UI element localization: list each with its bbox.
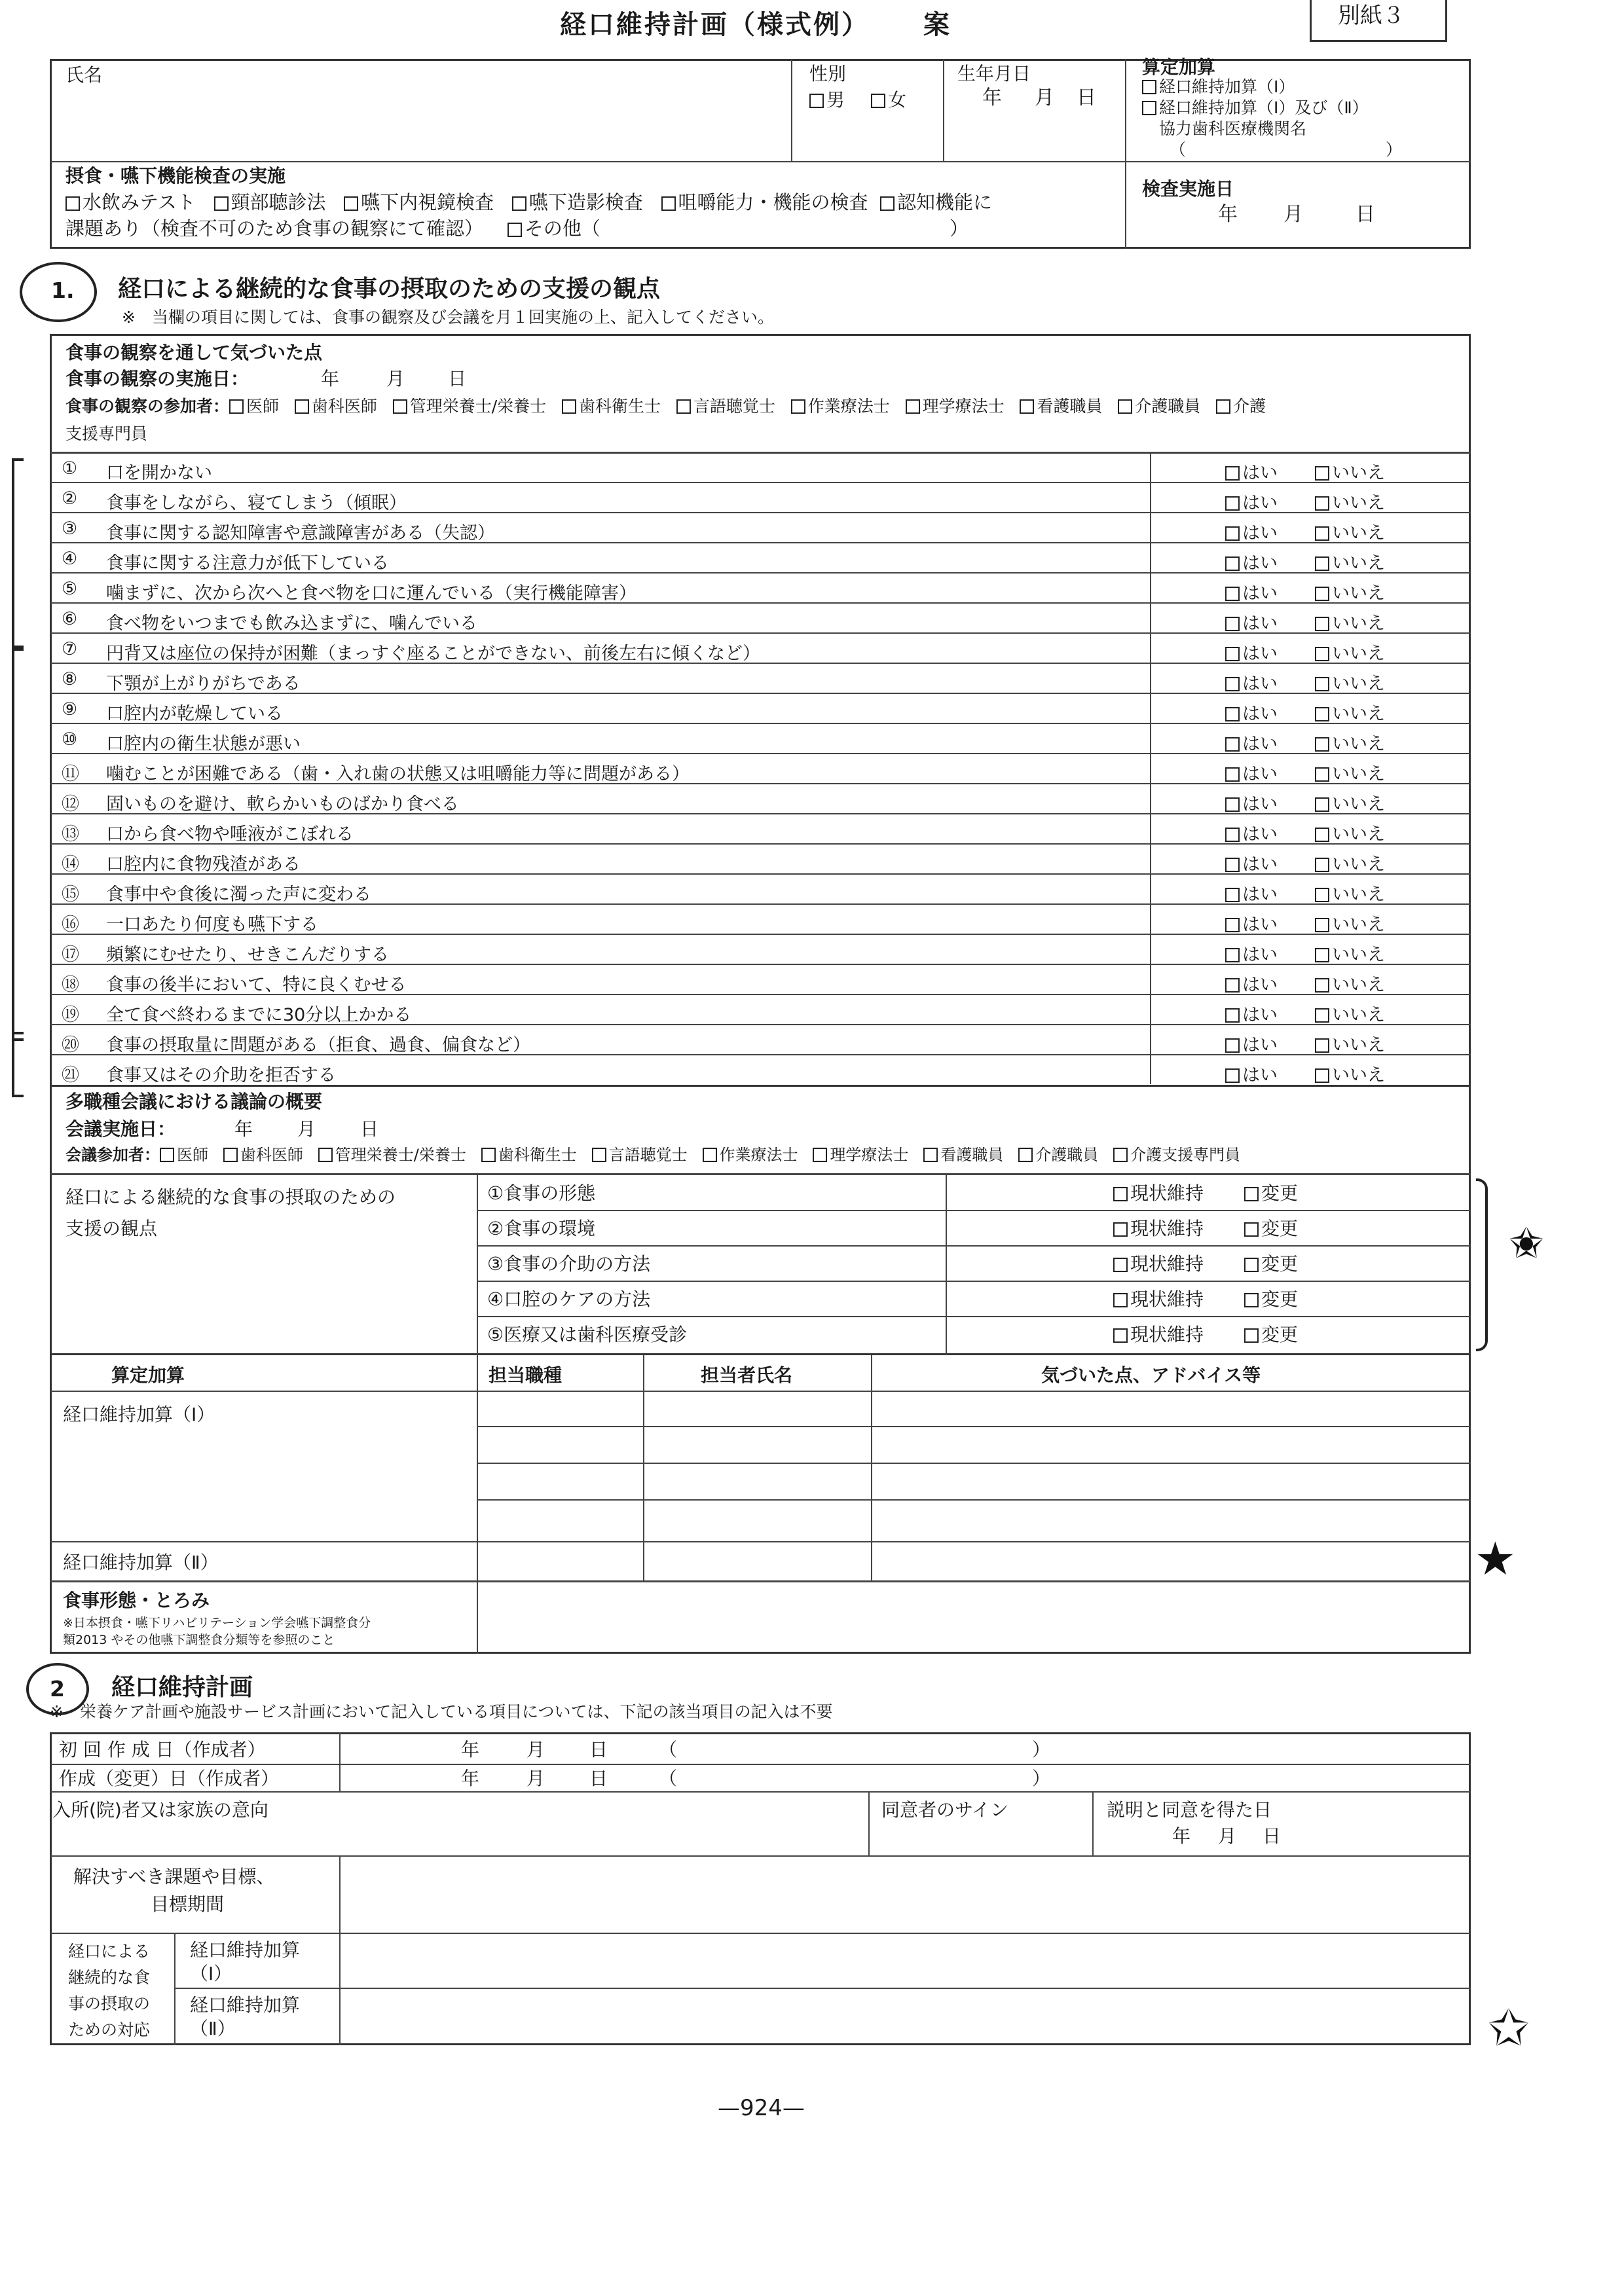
- section-1-number: 1.: [51, 278, 75, 303]
- updated-month: 月: [526, 1768, 545, 1789]
- yes-option[interactable]: はい: [1225, 910, 1278, 936]
- page-number: —924—: [718, 2095, 805, 2121]
- response-label: ための対応: [68, 2020, 151, 2039]
- updated-year: 年: [461, 1768, 480, 1789]
- checkbox[interactable]: [1315, 1068, 1329, 1083]
- handwritten-bracket: [12, 648, 24, 1041]
- checkbox[interactable]: [1018, 1148, 1033, 1162]
- exam-option[interactable]: 頸部聴診法: [214, 191, 326, 213]
- checkbox[interactable]: [809, 94, 824, 108]
- yes-option[interactable]: はい: [1225, 609, 1278, 634]
- yes-option[interactable]: はい: [1225, 699, 1278, 725]
- participant-option[interactable]: 管理栄養士/栄養士: [393, 397, 546, 416]
- no-option[interactable]: いいえ: [1315, 1061, 1385, 1086]
- meeting-participant-option[interactable]: 歯科医師: [223, 1146, 303, 1164]
- maintain-option[interactable]: 現状維持: [1113, 1182, 1204, 1205]
- checkbox[interactable]: [223, 1148, 238, 1162]
- checkbox[interactable]: [1225, 466, 1240, 481]
- meal-form-note-line2: 類2013 やその他嚥下調整食分類等を参照のこと: [63, 1633, 335, 1647]
- plan-2-label-line2: （Ⅱ）: [190, 2018, 236, 2039]
- updated-paren-open: （: [659, 1768, 678, 1789]
- plan-1-label: 経口維持加算: [190, 1939, 301, 1961]
- response-label: 事の摂取の: [68, 1994, 151, 2013]
- checkbox[interactable]: [1113, 1148, 1128, 1162]
- checkbox[interactable]: [1020, 399, 1034, 414]
- maintain-option[interactable]: 現状維持: [1113, 1253, 1204, 1275]
- meeting-participant-option[interactable]: 理学療法士: [813, 1146, 908, 1164]
- no-option[interactable]: いいえ: [1315, 850, 1385, 875]
- support-item: ⑤医療又は歯科医療受診: [487, 1324, 688, 1345]
- change-option[interactable]: 変更: [1244, 1182, 1298, 1205]
- dob-label: 生年月日: [957, 63, 1031, 84]
- checkbox[interactable]: [1113, 1293, 1128, 1307]
- checkbox[interactable]: [1315, 587, 1329, 601]
- attachment-label: 別紙３: [1338, 3, 1405, 29]
- no-option[interactable]: いいえ: [1315, 790, 1385, 815]
- section-2-title: 経口維持計画: [111, 1674, 253, 1701]
- exam-other-close: ）: [950, 217, 969, 240]
- checkbox[interactable]: [1142, 101, 1156, 115]
- observation-participants: 食事の観察の参加者： 医師 歯科医師 管理栄養士/栄養士 歯科衛生士 言語聴覚士 作業療法士 理学療法士 看護職員 介護職員 介護: [65, 397, 1266, 416]
- meeting-date-label: 会議実施日：: [65, 1118, 176, 1140]
- first-created-month: 月: [526, 1739, 545, 1760]
- issues-label-line2: 目標期間: [151, 1893, 225, 1915]
- yes-option[interactable]: はい: [1225, 940, 1278, 966]
- consent-date-year: 年: [1172, 1825, 1191, 1847]
- checkbox[interactable]: [1225, 858, 1240, 872]
- checkbox[interactable]: [1315, 828, 1329, 842]
- checkbox[interactable]: [1118, 399, 1132, 414]
- section-2-note: ※ 栄養ケア計画や施設サービス計画において記入している項目については、下記の該当項目の記入は不要: [50, 1702, 833, 1721]
- meeting-participant-option[interactable]: 医師: [160, 1146, 208, 1164]
- first-created-label: 初 回 作 成 日（作成者）: [59, 1739, 266, 1760]
- checkbox[interactable]: [214, 196, 229, 211]
- staff-addition-1: 経口維持加算（Ⅰ）: [63, 1404, 215, 1425]
- checkbox[interactable]: [703, 1148, 717, 1162]
- no-option[interactable]: いいえ: [1315, 519, 1385, 544]
- checklist-item: ⑨ 口腔内が乾燥している はい いいえ: [50, 694, 1471, 724]
- checklist-item: ⑳ 食事の摂取量に問題がある（拒食、過食、偏食など） はい いいえ: [50, 1025, 1471, 1055]
- observation-date-label: 食事の観察の実施日：: [65, 368, 249, 390]
- checkbox[interactable]: [1225, 1038, 1240, 1053]
- checkbox[interactable]: [1225, 496, 1240, 511]
- checklist-item: ⑩ 口腔内の衛生状態が悪い はい いいえ: [50, 724, 1471, 754]
- plan-2-label: 経口維持加算: [190, 1994, 301, 2016]
- yes-option[interactable]: はい: [1225, 1000, 1278, 1026]
- exam-other-option[interactable]: その他（: [507, 217, 600, 240]
- support-label: 経口による継続的な食事の摂取のための: [65, 1186, 396, 1208]
- handwritten-brace: [1476, 1178, 1488, 1351]
- plan-1-label-line2: （Ⅰ）: [190, 1963, 232, 1984]
- draft-mark: 案: [923, 10, 950, 40]
- participant-option[interactable]: 歯科衛生士: [562, 397, 661, 416]
- no-option[interactable]: いいえ: [1315, 729, 1385, 755]
- meeting-date-year: 年: [234, 1118, 253, 1140]
- checkbox[interactable]: [1225, 587, 1240, 601]
- meal-form-label: 食事形態・とろみ: [63, 1590, 210, 1611]
- checklist-item: ⑧ 下顎が上がりがちである はい いいえ: [50, 664, 1471, 694]
- checklist-item: ⑭ 口腔内に食物残渣がある はい いいえ: [50, 845, 1471, 875]
- checkbox[interactable]: [1113, 1258, 1128, 1272]
- maintain-option[interactable]: 現状維持: [1113, 1218, 1204, 1240]
- checkbox[interactable]: [1315, 737, 1329, 752]
- addition-label: 算定加算: [1142, 56, 1216, 78]
- checkbox[interactable]: [1225, 828, 1240, 842]
- exam-options-line1: [65, 191, 992, 214]
- no-option[interactable]: いいえ: [1315, 1000, 1385, 1026]
- checkbox[interactable]: [923, 1148, 938, 1162]
- checkbox[interactable]: [1315, 767, 1329, 782]
- change-option[interactable]: 変更: [1244, 1218, 1298, 1240]
- coop-dental-label: 協力歯科医療機関名: [1159, 119, 1307, 138]
- checkbox[interactable]: [318, 1148, 333, 1162]
- checkbox[interactable]: [813, 1148, 827, 1162]
- sex-female-option[interactable]: 女: [871, 89, 906, 111]
- staff-header-role: 担当職種: [489, 1364, 563, 1386]
- checklist-item: ② 食事をしながら、寝てしまう（傾眠） はい いいえ: [50, 483, 1471, 513]
- yes-option[interactable]: はい: [1225, 729, 1278, 755]
- change-option[interactable]: 変更: [1244, 1324, 1298, 1346]
- no-option[interactable]: いいえ: [1315, 549, 1385, 574]
- participant-option[interactable]: 介護職員: [1118, 397, 1200, 416]
- checklist-item: ⑮ 食事中や食後に濁った声に変わる はい いいえ: [50, 875, 1471, 905]
- no-option[interactable]: いいえ: [1315, 940, 1385, 966]
- participant-option[interactable]: 介護: [1216, 397, 1266, 416]
- page-title: 経口維持計画（様式例）: [560, 10, 870, 40]
- meal-form-field[interactable]: [479, 1583, 1468, 1651]
- change-option[interactable]: 変更: [1244, 1253, 1298, 1275]
- no-option[interactable]: いいえ: [1315, 669, 1385, 695]
- meeting-participant-option[interactable]: 言語聴覚士: [592, 1146, 688, 1164]
- checkbox[interactable]: [1244, 1258, 1259, 1272]
- checkbox[interactable]: [295, 399, 309, 414]
- participant-option[interactable]: 歯科医師: [295, 397, 377, 416]
- exam-option[interactable]: 嚥下内視鏡検査: [344, 191, 494, 213]
- coop-paren-open: （: [1170, 140, 1187, 159]
- staff-addition-2: 経口維持加算（Ⅱ）: [63, 1552, 219, 1573]
- checkbox[interactable]: [1244, 1222, 1259, 1237]
- section-2-number: 2: [50, 1676, 65, 1702]
- checkbox[interactable]: [1225, 888, 1240, 902]
- checkbox[interactable]: [1216, 399, 1230, 414]
- intention-label: 入所(院)者又は家族の意向: [52, 1799, 268, 1821]
- checkbox[interactable]: [1225, 556, 1240, 571]
- support-item: ④口腔のケアの方法: [487, 1288, 651, 1310]
- support-item: ③食事の介助の方法: [487, 1253, 651, 1275]
- yes-option[interactable]: はい: [1225, 1030, 1278, 1056]
- no-option[interactable]: いいえ: [1315, 820, 1385, 845]
- checkbox[interactable]: [1315, 797, 1329, 812]
- checkbox[interactable]: [1244, 1187, 1259, 1201]
- dob-year: 年: [982, 86, 1002, 109]
- staff-header-addition: 算定加算: [111, 1364, 185, 1386]
- checkbox[interactable]: [1113, 1222, 1128, 1237]
- checkbox[interactable]: [1225, 918, 1240, 932]
- yes-option[interactable]: はい: [1225, 549, 1278, 574]
- checklist-item: ⑪ 噛むことが困難である（歯・入れ歯の状態又は咀嚼能力等に問題がある） はい いいえ: [50, 754, 1471, 784]
- yes-option[interactable]: はい: [1225, 1061, 1278, 1086]
- exam-option[interactable]: 認知機能に: [880, 191, 992, 213]
- checkbox[interactable]: [1225, 948, 1240, 962]
- checkbox[interactable]: [160, 1148, 174, 1162]
- checkbox[interactable]: [906, 399, 920, 414]
- no-option[interactable]: いいえ: [1315, 759, 1385, 785]
- checkbox[interactable]: [661, 196, 676, 211]
- checkbox[interactable]: [507, 223, 522, 237]
- checkbox[interactable]: [229, 399, 244, 414]
- checklist-item: ④ 食事に関する注意力が低下している はい いいえ: [50, 543, 1471, 574]
- exam-option[interactable]: 嚥下造影検査: [512, 191, 643, 213]
- participant-option[interactable]: 作業療法士: [791, 397, 890, 416]
- meeting-participants: 会議参加者： 医師 歯科医師 管理栄養士/栄養士 歯科衛生士 言語聴覚士 作業療法士 理学療法士 看護職員 介護職員 介護支援専門員: [65, 1146, 1241, 1164]
- consent-date-month: 月: [1218, 1825, 1237, 1847]
- first-created-year: 年: [461, 1739, 480, 1760]
- support-label-line2: 支援の観点: [65, 1218, 158, 1239]
- meeting-participant-option[interactable]: 作業療法士: [703, 1146, 798, 1164]
- name-field[interactable]: [131, 63, 779, 155]
- meeting-participant-option[interactable]: 看護職員: [923, 1146, 1003, 1164]
- exam-date-label: 検査実施日: [1142, 178, 1234, 200]
- no-option[interactable]: いいえ: [1315, 458, 1385, 484]
- exam-date-year: 年: [1218, 203, 1238, 226]
- updated-paren-close: ）: [1032, 1768, 1051, 1789]
- handwritten-star-icon: ✩: [1488, 1999, 1530, 2057]
- handwritten-star-icon: ✬: [1509, 1220, 1544, 1268]
- checklist-item: ⑥ 食べ物をいつまでも飲み込まずに、噛んでいる はい いいえ: [50, 604, 1471, 634]
- checklist-item: ⑦ 円背又は座位の保持が困難（まっすぐ座ることができない、前後左右に傾くなど） はい いいえ: [50, 634, 1471, 664]
- attachment-label-box: [1310, 0, 1447, 42]
- yes-option[interactable]: はい: [1225, 790, 1278, 815]
- checkbox[interactable]: [512, 196, 526, 211]
- checkbox[interactable]: [1315, 1038, 1329, 1053]
- checkbox[interactable]: [1315, 948, 1329, 962]
- no-option[interactable]: いいえ: [1315, 639, 1385, 665]
- checkbox[interactable]: [1315, 496, 1329, 511]
- no-option[interactable]: いいえ: [1315, 488, 1385, 514]
- handwritten-bracket: [12, 1032, 24, 1097]
- checkbox[interactable]: [592, 1148, 606, 1162]
- meeting-participant-option[interactable]: 管理栄養士/栄養士: [318, 1146, 466, 1164]
- name-label: 氏名: [65, 64, 103, 86]
- sex-male-option[interactable]: 男: [809, 89, 845, 111]
- no-option[interactable]: いいえ: [1315, 579, 1385, 604]
- maintain-option[interactable]: 現状維持: [1113, 1324, 1204, 1346]
- checkbox[interactable]: [1315, 556, 1329, 571]
- addition-option-1[interactable]: 経口維持加算（Ⅰ）: [1142, 77, 1295, 97]
- checkbox[interactable]: [562, 399, 576, 414]
- checkbox[interactable]: [1225, 797, 1240, 812]
- checklist-item: ③ 食事に関する認知障害や意識障害がある（失認） はい いいえ: [50, 513, 1471, 543]
- change-option[interactable]: 変更: [1244, 1288, 1298, 1311]
- yes-option[interactable]: はい: [1225, 820, 1278, 845]
- addition-option-2[interactable]: 経口維持加算（Ⅰ）及び（Ⅱ）: [1142, 98, 1369, 118]
- yes-option[interactable]: はい: [1225, 970, 1278, 996]
- checkbox[interactable]: [791, 399, 805, 414]
- exam-option[interactable]: 水飲みテスト: [65, 191, 196, 213]
- observation-date-month: 月: [386, 368, 405, 390]
- checkbox[interactable]: [344, 196, 358, 211]
- participant-option[interactable]: 言語聴覚士: [676, 397, 775, 416]
- checkbox[interactable]: [1225, 677, 1240, 691]
- checkbox[interactable]: [1225, 737, 1240, 752]
- checkbox[interactable]: [1315, 466, 1329, 481]
- handwritten-bracket: [12, 458, 24, 648]
- handwritten-star-icon: ★: [1475, 1532, 1516, 1586]
- checkbox[interactable]: [1113, 1187, 1128, 1201]
- no-option[interactable]: いいえ: [1315, 910, 1385, 936]
- response-label: 経口による: [68, 1942, 151, 1961]
- checkbox[interactable]: [1225, 978, 1240, 993]
- participant-option[interactable]: 看護職員: [1020, 397, 1102, 416]
- first-created-paren-open: （: [659, 1739, 678, 1760]
- checklist-item: ⑲ 全て食べ終わるまでに30分以上かかる はい いいえ: [50, 995, 1471, 1025]
- checklist-item: ㉑ 食事又はその介助を拒否する はい いいえ: [50, 1055, 1471, 1085]
- dob-month: 月: [1035, 86, 1054, 109]
- no-option[interactable]: いいえ: [1315, 609, 1385, 634]
- checklist-item: ① 口を開かない はい いいえ: [50, 453, 1471, 483]
- support-item: ①食事の形態: [487, 1182, 596, 1204]
- consent-date-label: 説明と同意を得た日: [1107, 1799, 1272, 1821]
- updated-label: 作成（変更）日（作成者）: [59, 1768, 280, 1789]
- no-option[interactable]: いいえ: [1315, 880, 1385, 905]
- checklist-item: ⑬ 口から食べ物や唾液がこぼれる はい いいえ: [50, 814, 1471, 845]
- first-created-paren-close: ）: [1032, 1739, 1051, 1760]
- checklist-item: ⑫ 固いものを避け、軟らかいものばかり食べる はい いいえ: [50, 784, 1471, 814]
- coop-paren-close: ）: [1386, 140, 1403, 159]
- checkbox[interactable]: [481, 1148, 496, 1162]
- yes-option[interactable]: はい: [1225, 488, 1278, 514]
- checkbox[interactable]: [1244, 1328, 1259, 1343]
- section-1-note: ※ 当欄の項目に関しては、食事の観察及び会議を月１回実施の上、記入してください。: [122, 308, 774, 327]
- observation-participants-wrap: 支援専門員: [65, 424, 148, 443]
- checklist-item: ⑤ 噛まずに、次から次へと食べ物を口に運んでいる（実行機能障害） はい いいえ: [50, 574, 1471, 604]
- checkbox[interactable]: [880, 196, 895, 211]
- checkbox[interactable]: [1315, 1008, 1329, 1023]
- checkbox[interactable]: [1142, 80, 1156, 94]
- checklist-item: ⑱ 食事の後半において、特に良くむせる はい いいえ: [50, 965, 1471, 995]
- checkbox[interactable]: [1244, 1293, 1259, 1307]
- section-1-title: 経口による継続的な食事の摂取のための支援の観点: [118, 276, 661, 302]
- checkbox[interactable]: [1225, 647, 1240, 661]
- checkbox[interactable]: [1315, 647, 1329, 661]
- exam-date-day: 日: [1356, 203, 1375, 226]
- first-created-day: 日: [589, 1739, 608, 1760]
- meeting-date-month: 月: [297, 1118, 316, 1140]
- yes-option[interactable]: はい: [1225, 519, 1278, 544]
- no-option[interactable]: いいえ: [1315, 970, 1385, 996]
- meeting-date-day: 日: [360, 1118, 379, 1140]
- issues-label: 解決すべき課題や目標、: [73, 1866, 275, 1887]
- meeting-participant-option[interactable]: 歯科衛生士: [481, 1146, 577, 1164]
- checkbox[interactable]: [1113, 1328, 1128, 1343]
- checkbox[interactable]: [1225, 1008, 1240, 1023]
- consent-date-day: 日: [1263, 1825, 1282, 1847]
- support-item: ②食事の環境: [487, 1218, 596, 1239]
- checkbox[interactable]: [1315, 617, 1329, 631]
- maintain-option[interactable]: 現状維持: [1113, 1288, 1204, 1311]
- checkbox[interactable]: [1315, 918, 1329, 932]
- yes-option[interactable]: はい: [1225, 880, 1278, 905]
- exam-heading: 摂食・嚥下機能検査の実施: [65, 165, 286, 187]
- checkbox[interactable]: [1315, 707, 1329, 721]
- exam-options-line2: 課題あり（検査不可のため食事の観察にて確認） その他（: [65, 217, 600, 240]
- yes-option[interactable]: はい: [1225, 458, 1278, 484]
- meal-form-note: ※日本摂食・嚥下リハビリテーション学会嚥下調整食分: [63, 1616, 371, 1630]
- dob-day: 日: [1077, 86, 1096, 109]
- consent-sign-label: 同意者のサイン: [881, 1799, 1009, 1821]
- checklist-item: ⑰ 頻繁にむせたり、せきこんだりする はい いいえ: [50, 935, 1471, 965]
- meeting-heading: 多職種会議における議論の概要: [65, 1091, 323, 1112]
- updated-day: 日: [589, 1768, 608, 1789]
- yes-option[interactable]: はい: [1225, 579, 1278, 604]
- yes-option[interactable]: はい: [1225, 639, 1278, 665]
- no-option[interactable]: いいえ: [1315, 1030, 1385, 1056]
- checkbox[interactable]: [1225, 767, 1240, 782]
- checkbox[interactable]: [1315, 978, 1329, 993]
- no-option[interactable]: いいえ: [1315, 699, 1385, 725]
- checkbox[interactable]: [1315, 888, 1329, 902]
- staff-header-name: 担当者氏名: [701, 1364, 793, 1386]
- observation-date-day: 日: [448, 368, 467, 390]
- participant-option[interactable]: 医師: [229, 397, 279, 416]
- checkbox[interactable]: [676, 399, 691, 414]
- checklist-item: ⑯ 一口あたり何度も嚥下する はい いいえ: [50, 905, 1471, 935]
- checkbox[interactable]: [1225, 1068, 1240, 1083]
- yes-option[interactable]: はい: [1225, 669, 1278, 695]
- meeting-participant-option[interactable]: 介護支援専門員: [1113, 1146, 1240, 1164]
- observation-date-year: 年: [321, 368, 340, 390]
- checkbox[interactable]: [1315, 677, 1329, 691]
- yes-option[interactable]: はい: [1225, 850, 1278, 875]
- yes-option[interactable]: はい: [1225, 759, 1278, 785]
- checkbox[interactable]: [65, 196, 80, 211]
- response-label: 継続的な食: [68, 1968, 151, 1987]
- checkbox[interactable]: [1315, 858, 1329, 872]
- checkbox[interactable]: [1225, 707, 1240, 721]
- checkbox[interactable]: [1315, 526, 1329, 541]
- observation-heading: 食事の観察を通して気づいた点: [65, 342, 323, 363]
- exam-date-month: 月: [1283, 203, 1303, 226]
- sex-label: 性別: [809, 63, 847, 84]
- staff-header-advice: 気づいた点、アドバイス等: [1041, 1364, 1261, 1386]
- participant-option[interactable]: 理学療法士: [906, 397, 1005, 416]
- checkbox[interactable]: [1225, 617, 1240, 631]
- checkbox[interactable]: [393, 399, 407, 414]
- checkbox[interactable]: [871, 94, 885, 108]
- meeting-participant-option[interactable]: 介護職員: [1018, 1146, 1098, 1164]
- exam-option[interactable]: 咀嚼能力・機能の検査: [661, 191, 868, 213]
- checkbox[interactable]: [1225, 526, 1240, 541]
